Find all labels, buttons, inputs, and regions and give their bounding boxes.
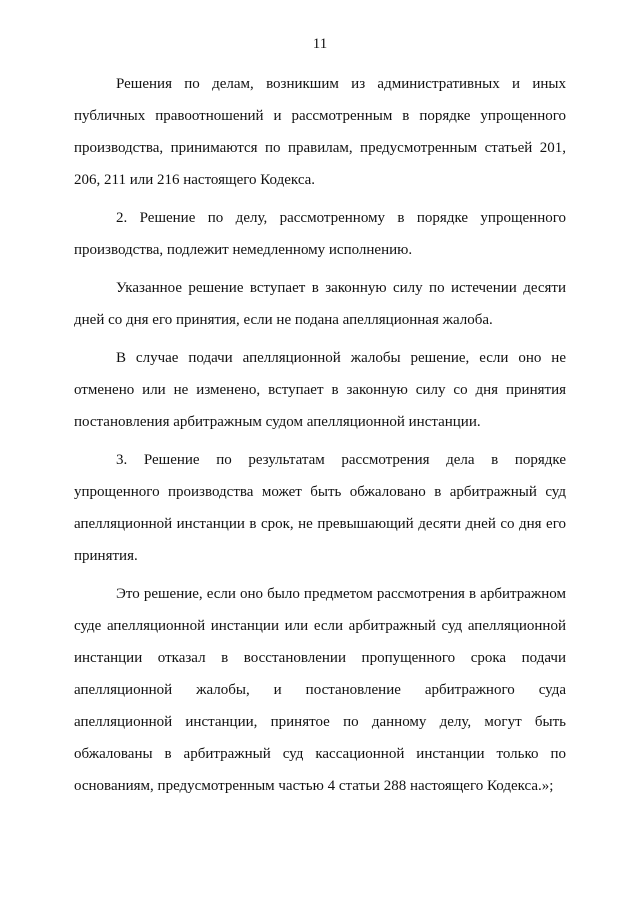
document-body: [74, 68, 566, 802]
paragraph-line: производства, подлежит немедленному исполнению.: [74, 242, 413, 258]
paragraph-line: Это решение, если оно было предметом рассмотрения в арбитражном: [116, 586, 566, 602]
paragraph-line: апелляционной жалобы, и постановление арбитражного суда: [74, 682, 566, 698]
paragraph-line: принятия.: [74, 548, 138, 564]
paragraph-line: апелляционной инстанции в срок, не превышающий десяти дней со дня его: [74, 516, 566, 532]
paragraph-line: публичных правоотношений и рассмотренным в порядке упрощенного: [74, 108, 566, 124]
paragraph-line: постановления арбитражным судом апелляционной инстанции.: [74, 414, 481, 430]
paragraph-4: [74, 342, 566, 438]
page-number: 11: [312, 36, 328, 52]
paragraph-line: Решения по делам, возникшим из административных и иных: [116, 76, 566, 92]
paragraph-line: упрощенного производства может быть обжаловано в арбитражный суд: [74, 484, 566, 500]
paragraph-line: дней со дня его принятия, если не подана апелляционная жалоба.: [74, 312, 493, 328]
paragraph-line: обжалованы в арбитражный суд кассационной инстанции только по: [74, 746, 566, 762]
paragraph-line: 206, 211 или 216 настоящего Кодекса.: [74, 172, 316, 188]
paragraph-line: 3. Решение по результатам рассмотрения дела в порядке: [116, 452, 566, 468]
paragraph-line: отменено или не изменено, вступает в законную силу со дня принятия: [74, 382, 566, 398]
paragraph-line: 2. Решение по делу, рассмотренному в порядке упрощенного: [116, 210, 566, 226]
paragraph-line: суде апелляционной инстанции или если арбитражный суд апелляционной: [74, 618, 566, 634]
paragraph-3: [74, 272, 566, 336]
paragraph-2: [74, 202, 566, 266]
paragraph-line: инстанции отказал в восстановлении пропущенного срока подачи: [74, 650, 566, 666]
paragraph-1: [74, 68, 566, 196]
paragraph-line: апелляционной инстанции, принятое по данному делу, могут быть: [74, 714, 566, 730]
paragraph-line: В случае подачи апелляционной жалобы решение, если оно не: [116, 350, 566, 366]
paragraph-5: [74, 444, 566, 572]
paragraph-6: [74, 578, 566, 802]
paragraph-line: Указанное решение вступает в законную силу по истечении десяти: [116, 280, 566, 296]
paragraph-line: производства, принимаются по правилам, предусмотренным статьей 201,: [74, 140, 566, 156]
paragraph-line: основаниям, предусмотренным частью 4 статьи 288 настоящего Кодекса.»;: [74, 778, 554, 794]
